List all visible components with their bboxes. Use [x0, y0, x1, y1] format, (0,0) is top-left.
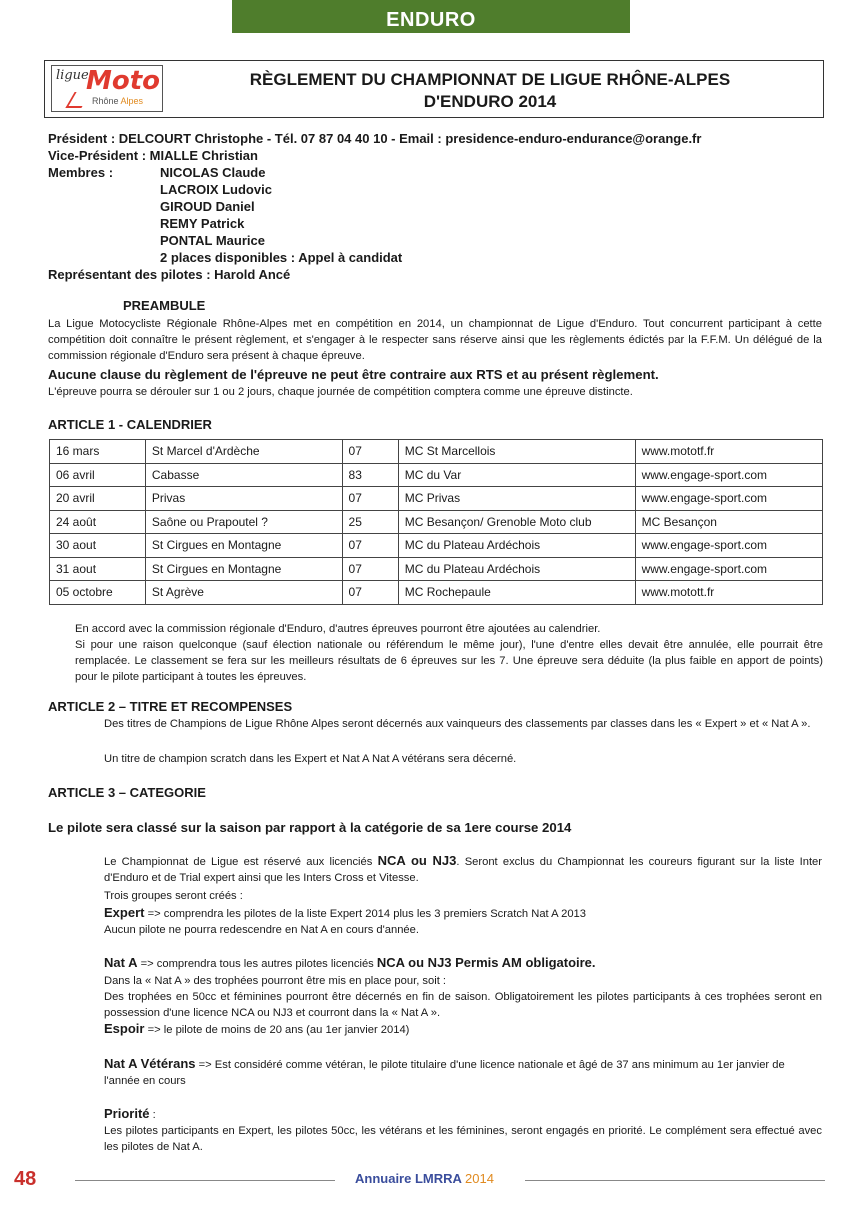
cell-dept: 07: [342, 557, 398, 581]
members-label: Membres :: [48, 165, 114, 180]
cell-place: St Agrève: [145, 581, 342, 605]
article2-p2: Un titre de champion scratch dans les Expert et Nat A Nat A vétérans sera décerné.: [104, 753, 517, 765]
cell-dept: 07: [342, 487, 398, 511]
member-name: NICOLAS Claude: [160, 165, 266, 180]
priority-label: Priorité :: [104, 1106, 156, 1121]
cell-site: www.mototf.fr: [635, 440, 822, 464]
member-vacancy: 2 places disponibles : Appel à candidat: [160, 250, 403, 265]
member-name: REMY Patrick: [160, 216, 245, 231]
preambule-title: PREAMBULE: [123, 298, 206, 313]
veterans-line: Nat A Vétérans => Est considéré comme vétéran, le pilote titulaire d'une licence nationale et âgé de 37 ans minimum au 1er janvier de l'année en cours: [104, 1056, 785, 1087]
cell-date: 24 août: [50, 510, 146, 534]
cell-club: MC Privas: [398, 487, 635, 511]
article3-intro: Le Championnat de Ligue est réservé aux licenciés NCA ou NJ3. Seront exclus du Championnat les coureurs figurant sur la liste Inter d'Enduro et de Trial expert ainsi que les Inters Cross et Vitesse.: [104, 853, 823, 884]
footer-rule-left: [75, 1180, 335, 1181]
logo-swoosh-icon: [65, 92, 90, 108]
title-box: [44, 60, 824, 118]
cell-site: www.motott.fr: [635, 581, 822, 605]
preambule-bold: Aucune clause du règlement de l'épreuve ne peut être contraire aux RTS et au présent règlement.: [48, 367, 659, 382]
table-row: [50, 510, 823, 534]
cell-date: 31 aout: [50, 557, 146, 581]
cell-site: www.engage-sport.com: [635, 463, 822, 487]
cell-club: MC du Var: [398, 463, 635, 487]
article3-groups: Trois groupes seront créés :: [104, 890, 243, 902]
cell-site: MC Besançon: [635, 510, 822, 534]
cell-place: St Cirgues en Montagne: [145, 534, 342, 558]
cell-club: MC Rochepaule: [398, 581, 635, 605]
article1-title: ARTICLE 1 - CALENDRIER: [48, 417, 212, 432]
page-number: 48: [14, 1168, 37, 1190]
president-line: Président : DELCOURT Christophe - Tél. 07 87 04 40 10 - Email : presidence-enduro-endurance@orange.fr: [48, 131, 702, 146]
cell-place: Privas: [145, 487, 342, 511]
cell-date: 05 octobre: [50, 581, 146, 605]
table-row: [50, 463, 823, 487]
table-row: [50, 487, 823, 511]
cell-date: 20 avril: [50, 487, 146, 511]
cell-dept: 07: [342, 440, 398, 464]
article3-title: ARTICLE 3 – CATEGORIE: [48, 785, 206, 800]
nata-l3: Des trophées en 50cc et féminines pourront être décernés en fin de saison. Obligatoirement les pilotes participants à ces trophées seront en possession d'une licence NCA ou NJ3 et courront dans la « Nat A ».: [104, 991, 822, 1019]
expert-note: Aucun pilote ne pourra redescendre en Nat A en cours d'année.: [104, 924, 419, 936]
table-row: [50, 534, 823, 558]
expert-line: Expert => comprendra les pilotes de la liste Expert 2014 plus les 3 premiers Scratch Nat A 2013: [104, 905, 586, 920]
nata-line: Nat A => comprendra tous les autres pilotes licenciés NCA ou NJ3 Permis AM obligatoire.: [104, 955, 596, 970]
cell-place: St Marcel d'Ardèche: [145, 440, 342, 464]
member-name: LACROIX Ludovic: [160, 182, 272, 197]
table-row: [50, 557, 823, 581]
article1-note2: Si pour une raison quelconque (sauf élection nationale ou référendum le même jour), l'une d'entre elles devait être annulée, elle pourrait être remplacée. Le classement se fera sur les meilleurs résultats de 6 épreuves sur les 7. Une épreuve sera déduite (la plus faible en apport de points) pour le pilote participant à toutes les épreuves.: [75, 639, 823, 683]
cell-site: www.engage-sport.com: [635, 534, 822, 558]
cell-dept: 83: [342, 463, 398, 487]
page-footer: [0, 1166, 866, 1196]
priority-text: Les pilotes participants en Expert, les pilotes 50cc, les vétérans et les féminines, seront engagés en priorité. Le complément sera effectué avec les pilotes de Nat A.: [104, 1125, 822, 1153]
calendar-table: [49, 439, 823, 605]
member-name: GIROUD Daniel: [160, 199, 255, 214]
pilots-rep-line: Représentant des pilotes : Harold Ancé: [48, 267, 291, 282]
cell-club: MC du Plateau Ardéchois: [398, 534, 635, 558]
footer-label: Annuaire LMRRA 2014: [355, 1171, 494, 1186]
footer-rule-right: [525, 1180, 825, 1181]
cell-dept: 25: [342, 510, 398, 534]
logo-ligue-text: ligue: [56, 68, 89, 83]
cell-club: MC Besançon/ Grenoble Moto club: [398, 510, 635, 534]
cell-date: 16 mars: [50, 440, 146, 464]
section-banner: ENDURO: [232, 0, 630, 33]
cell-place: Cabasse: [145, 463, 342, 487]
cell-dept: 07: [342, 534, 398, 558]
vice-president-line: Vice-Président : MIALLE Christian: [48, 148, 258, 163]
cell-dept: 07: [342, 581, 398, 605]
ligue-moto-logo: [51, 65, 163, 112]
espoir-line: Espoir => le pilote de moins de 20 ans (au 1er janvier 2014): [104, 1021, 410, 1036]
article1-note1: En accord avec la commission régionale d'Enduro, d'autres épreuves pourront être ajoutées au calendrier.: [75, 623, 601, 635]
cell-date: 30 aout: [50, 534, 146, 558]
article2-p1: Des titres de Champions de Ligue Rhône Alpes seront décernés aux vainqueurs des classements par classes dans les « Expert » et « Nat A ».: [104, 718, 811, 730]
cell-place: St Cirgues en Montagne: [145, 557, 342, 581]
cell-club: MC du Plateau Ardéchois: [398, 557, 635, 581]
logo-region: Rhône Alpes: [92, 96, 144, 106]
cell-place: Saône ou Prapoutel ?: [145, 510, 342, 534]
cell-date: 06 avril: [50, 463, 146, 487]
member-name: PONTAL Maurice: [160, 233, 265, 248]
preambule-after: L'épreuve pourra se dérouler sur 1 ou 2 jours, chaque journée de compétition comptera comme une épreuve distincte.: [48, 386, 633, 398]
cell-site: www.engage-sport.com: [635, 487, 822, 511]
preambule-text: La Ligue Motocycliste Régionale Rhône-Alpes met en compétition en 2014, un championnat de Ligue d'Enduro. Tout concurrent participant à cette compétition doit connaître le présent règlement, et s'engager à le respecter sans réserve ainsi que les règlements édictés par la F.F.M. Un délégué de la commission régionale d'Enduro sera présent à chaque épreuve.: [48, 318, 822, 362]
table-row: [50, 440, 823, 464]
cell-club: MC St Marcellois: [398, 440, 635, 464]
nata-l2: Dans la « Nat A » des trophées pourront être mis en place pour, soit :: [104, 975, 447, 987]
cell-site: www.engage-sport.com: [635, 557, 822, 581]
officers-block: [48, 130, 701, 283]
article3-subtitle: Le pilote sera classé sur la saison par rapport à la catégorie de sa 1ere course 2014: [48, 820, 572, 835]
article2-title: ARTICLE 2 – TITRE ET RECOMPENSES: [48, 699, 293, 714]
page-title: RÈGLEMENT DU CHAMPIONNAT DE LIGUE RHÔNE-ALPES D'ENDURO 2014: [249, 70, 731, 111]
table-row: [50, 581, 823, 605]
logo-moto-text: Moto: [86, 66, 161, 96]
